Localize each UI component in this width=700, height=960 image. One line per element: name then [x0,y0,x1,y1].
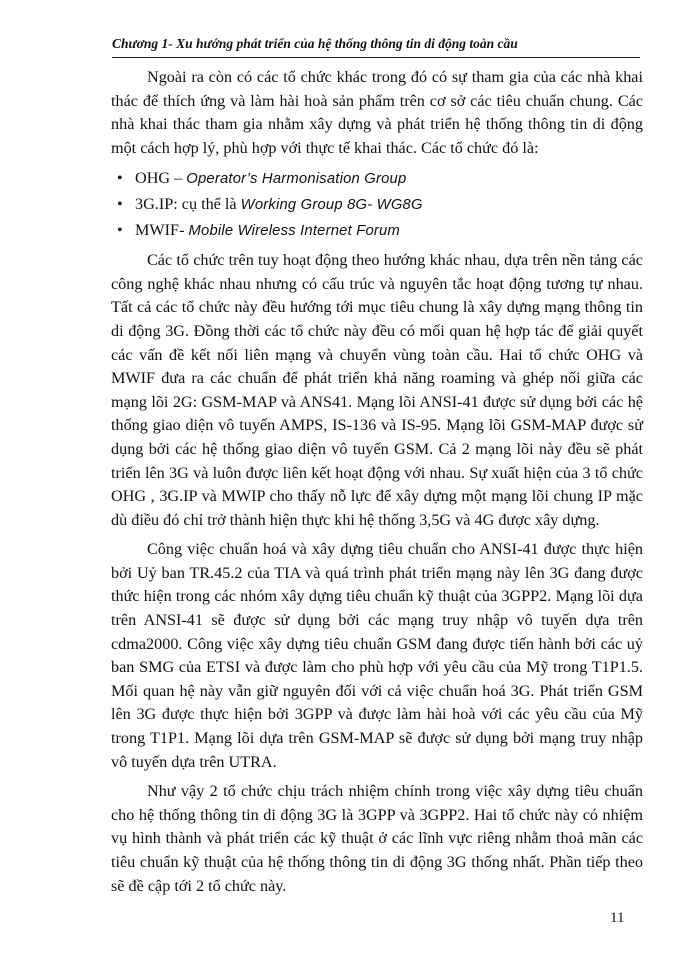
paragraph-conclusion: Như vậy 2 tổ chức chịu trách nhiệm chính trong việc xây dựng tiêu chuẩn cho hệ thống thông tin di động 3G là 3GPP và 3GPP2. Hai tổ chức này có nhiệm vụ hình thành và phát triển các kỹ thuật ở các lĩnh vực riêng nhằm thoả mãn các tiêu chuẩn kỹ thuật của hệ thống thông tin di động 3G thống nhất. Phần tiếp theo sẽ đề cập tới 2 tổ chức này. [111,782,643,895]
list-item [111,166,643,192]
list-item-label: MWIF- [135,220,189,239]
paragraph-organizations: Các tổ chức trên tuy hoạt động theo hướng khác nhau, dựa trên nền tảng các công nghệ khác nhau nhưng có cấu trúc và nguyên tắc hoạt động tương tự nhau. Tất cả các tổ chức này đều hướng tới mục tiêu chung là xây dựng mạng thông tin di động 3G. Đồng thời các tổ chức này đều có mối quan hệ hợp tác để giải quyết các vấn đề kết nối liên mạng và chuyển vùng toàn cầu. Hai tổ chức OHG và MWIF đưa ra các chuẩn để phát triển khả năng roaming và ghép nối giữa các mạng lõi 2G: GSM-MAP và ANS41. Mạng lõi ANSI-41 được sử dụng bởi các hệ thống giao diện vô tuyến AMPS, IS-136 và IS-95. Mạng lõi GSM-MAP được sử dụng bởi các hệ thống giao diện vô tuyến GSM. Cả 2 mạng lõi này đều sẽ phát triển lên 3G và luôn được liên kết hoạt động với nhau. Sự xuất hiện của 3 tổ chức OHG , 3G.IP và MWIP cho thấy nỗ lực để xây dựng một mạng lõi chung IP mặc dù điều đó chỉ trở thành hiện thực khi hệ thống 3,5G và 4G được xây dựng. [111,251,643,529]
bullet-icon: • [117,194,123,213]
list-item-label: OHG – [135,169,187,188]
list-item [111,192,643,218]
paragraph-standardization: Công việc chuẩn hoá và xây dựng tiêu chuẩn cho ANSI-41 được thực hiện bởi Uỷ ban TR.45.2 của TIA và quá trình phát triển mạng này lên 3G đang được thức hiện trong các nhóm xây dựng tiêu chuẩn kỹ thuật của 3GPP2. Mạng lõi dựa trên ANSI-41 sẽ được sử dụng bởi các mạng truy nhập vô tuyến dựa trên cdma2000. Công việc xây dựng tiêu chuẩn GSM đang được tiến hành bởi các uỷ ban SMG của ETSI và được làm cho phù hợp với yêu cầu của Mỹ trong T1P1.5. Mối quan hệ này vẫn giữ nguyên đối với cả việc chuẩn hoá 3G. Phát triển GSM lên 3G được thực hiện bởi 3GPP và được làm hài hoà với các yêu cầu của Mỹ trong T1P1. Mạng lõi dựa trên GSM-MAP sẽ được sử dụng bởi mạng truy nhập vô tuyến dựa trên UTRA. [111,540,643,771]
list-item-detail: Operator’s Harmonisation Group [186,171,407,188]
list-item-detail: Working Group 8G- WG8G [240,196,423,213]
list-item-label: 3G.IP: cụ thể là [135,194,241,213]
bullet-icon: • [117,169,123,188]
bullet-icon: • [117,220,123,239]
page-number: 11 [610,910,625,926]
list-item [111,218,643,244]
list-item-detail: Mobile Wireless Internet Forum [188,222,400,239]
running-header: Chương 1- Xu hướng phát triển của hệ thống thông tin di động toàn cầu [112,36,640,58]
paragraph-intro: Ngoài ra còn có các tổ chức khác trong đó có sự tham gia của các nhà khai thác để thích ứng và làm hài hoà sản phẩm trên cơ sở các tiêu chuẩn chung. Các nhà khai thác tham gia nhằm xây dựng và phát triển hệ thống thông tin di động một cách hợp lý, phù hợp với thực tế khai thác. Các tổ chức đó là: [111,68,643,157]
page-body [111,66,643,904]
organization-list [111,166,643,243]
